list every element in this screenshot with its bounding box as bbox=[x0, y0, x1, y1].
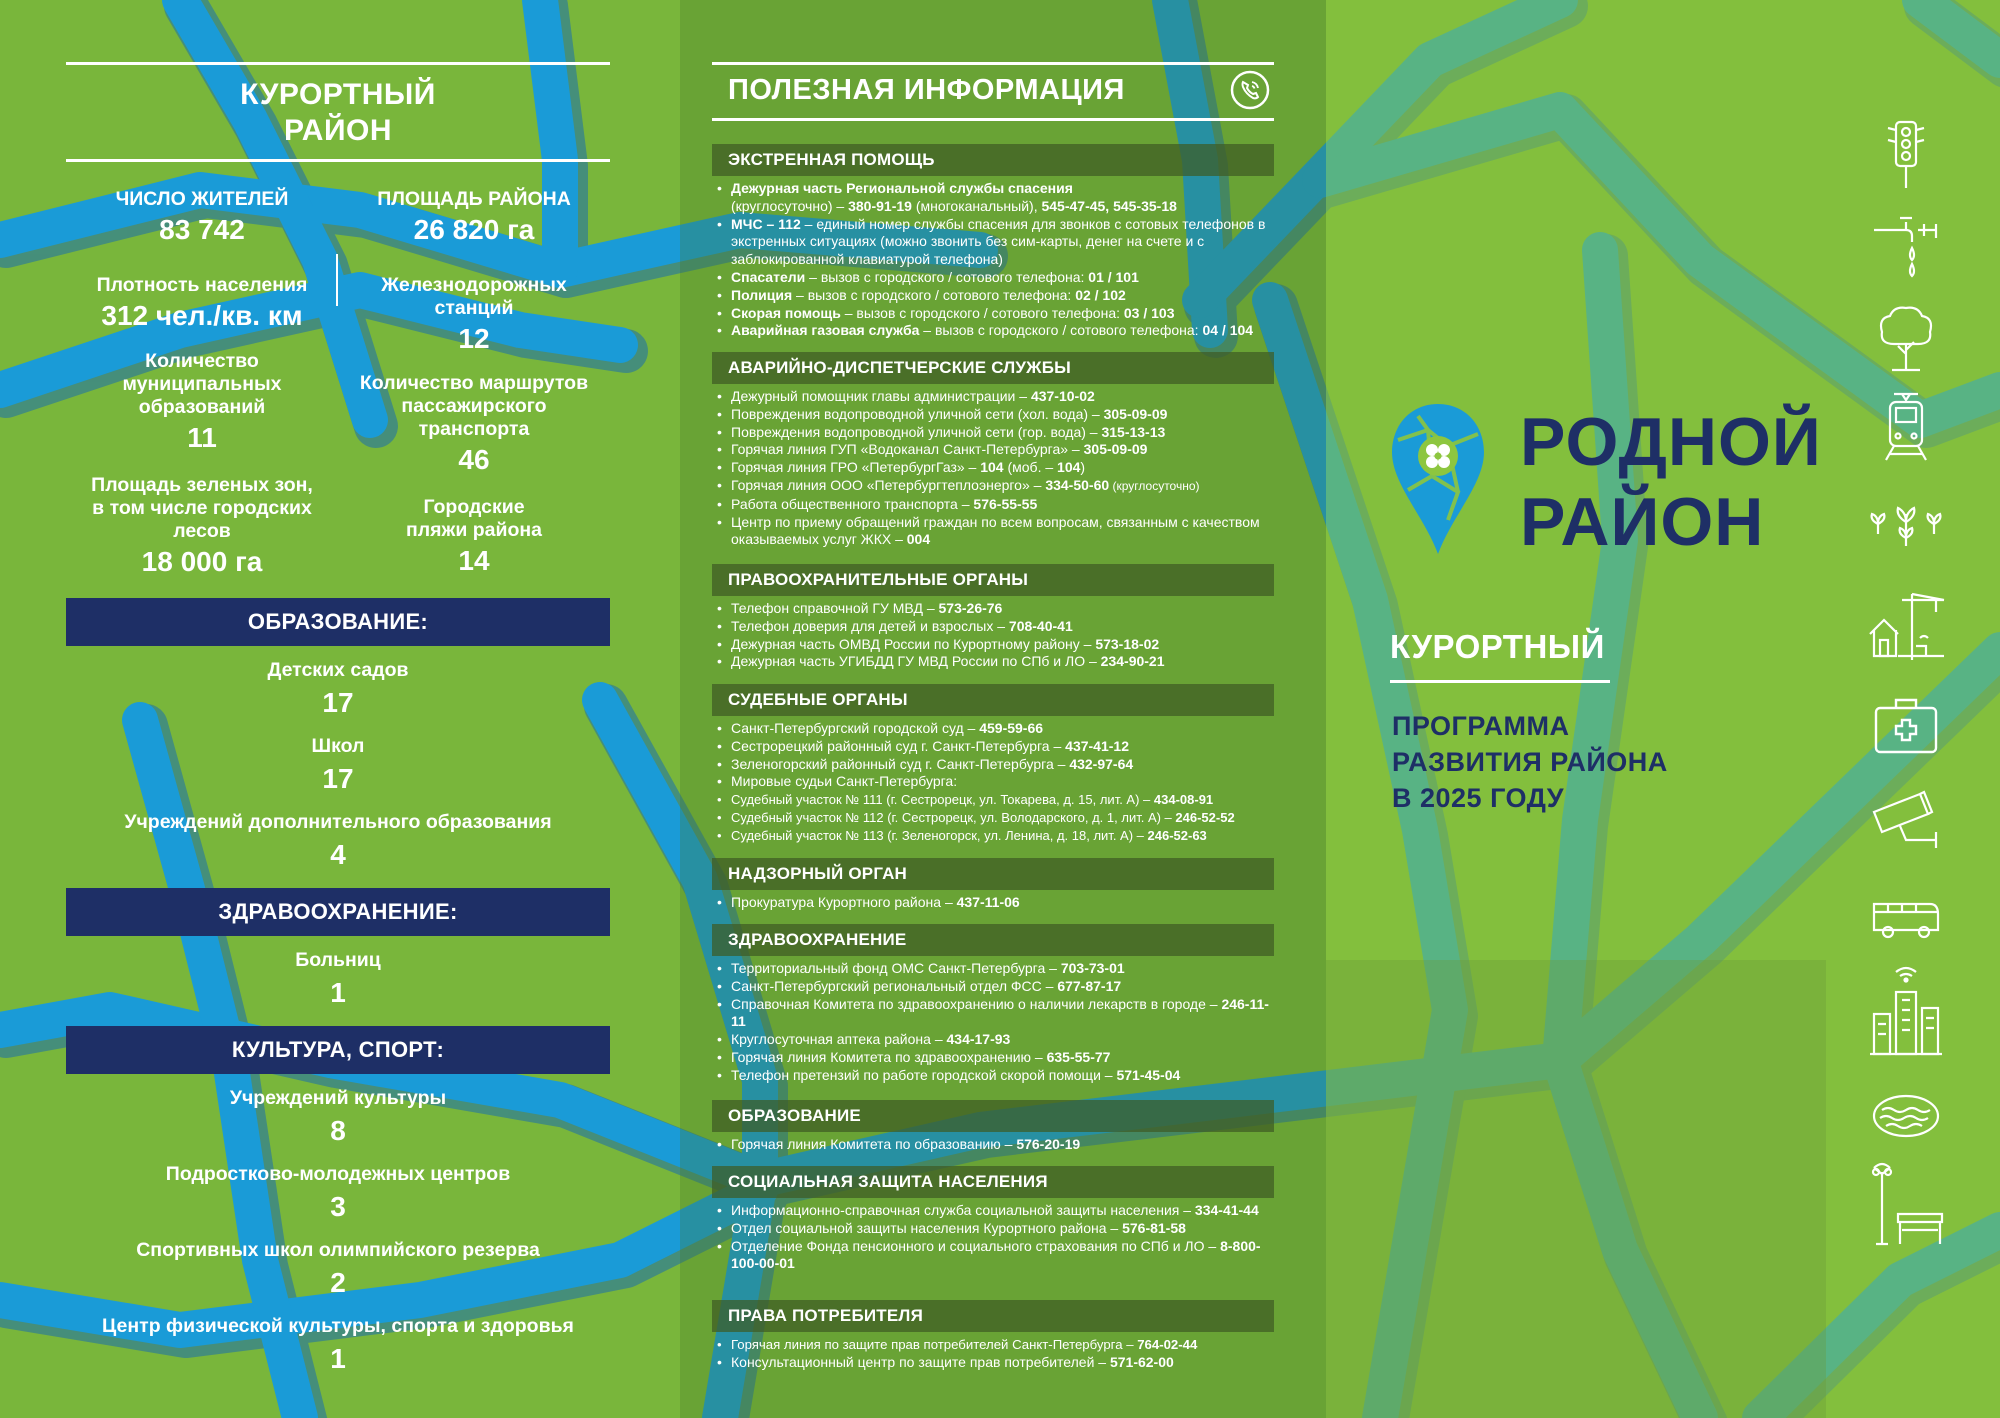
section-courts bbox=[712, 684, 1274, 845]
item-text: – вызов с городского / сотового телефона: bbox=[805, 268, 1089, 285]
section-title: ЗДРАВООХРАНЕНИЕ bbox=[712, 924, 1274, 956]
item-label: Спортивных школ олимпийского резерва bbox=[136, 1239, 540, 1261]
section-title: ОБРАЗОВАНИЕ bbox=[712, 1100, 1274, 1132]
district-stats-panel bbox=[66, 62, 610, 1374]
section-consumer bbox=[712, 1300, 1274, 1372]
contact-label: Территориальный фонд ОМС Санкт-Петербурга – bbox=[731, 960, 1061, 976]
stat-residents bbox=[66, 188, 338, 247]
contact-label: Дежурная часть ОМВД России по Курортному району – bbox=[731, 635, 1096, 652]
contact-number: 576-20-19 bbox=[1016, 1136, 1081, 1152]
stat-value: 46 bbox=[458, 444, 490, 475]
contact-label: Консультационный центр по защите прав потребителей – bbox=[731, 1353, 1110, 1370]
stat-label: Железнодорожных станций bbox=[381, 274, 567, 319]
district-title-line1: КУРОРТНЫЙ bbox=[240, 78, 436, 111]
contact-number: 708-40-41 bbox=[1008, 617, 1073, 634]
dispatch-list bbox=[712, 388, 1274, 549]
item-value: 1 bbox=[330, 977, 346, 1008]
list-item bbox=[731, 269, 1274, 287]
social-list bbox=[712, 1202, 1274, 1273]
contact-label: Справочная Комитета по здравоохранению о наличии лекарств в городе – bbox=[731, 995, 1222, 1012]
contact-number: 432-97-64 bbox=[1069, 755, 1134, 772]
law-list bbox=[712, 600, 1274, 671]
contact-label: Мировые судьи Санкт-Петербурга: bbox=[731, 773, 958, 790]
contact-label: Дежурный помощник главы администрации – bbox=[731, 388, 1031, 404]
brand-line1: РОДНОЙ bbox=[1520, 404, 1822, 480]
item-name: Скорая помощь bbox=[731, 304, 841, 321]
smart-city-icon bbox=[1866, 958, 1946, 1058]
sprouts-icon bbox=[1866, 480, 1946, 552]
item-number: 04 / 104 bbox=[1202, 322, 1254, 339]
contact-item bbox=[731, 894, 1274, 912]
item-number: 02 / 102 bbox=[1075, 286, 1126, 303]
contact-item bbox=[731, 809, 1274, 827]
contact-item bbox=[731, 653, 1274, 671]
item-label: Учреждений дополнительного образования bbox=[124, 811, 552, 833]
contact-number: 434-17-93 bbox=[946, 1031, 1011, 1048]
contact-item bbox=[731, 756, 1274, 774]
contact-item bbox=[731, 960, 1274, 978]
tree-icon bbox=[1866, 300, 1946, 372]
contact-item bbox=[731, 388, 1274, 406]
contact-label: Горячая линия по защите прав потребителей Санкт-Петербурга – bbox=[731, 1337, 1138, 1352]
contact-number: 703-73-01 bbox=[1060, 960, 1125, 976]
contact-number: 334-41-44 bbox=[1194, 1202, 1259, 1218]
contact-label: Прокуратура Курортного района – bbox=[731, 894, 957, 910]
contact-label: Телефон претензий по работе городской скорой помощи – bbox=[731, 1066, 1117, 1083]
stat-green-zones bbox=[66, 474, 338, 579]
section-supervisory bbox=[712, 858, 1274, 912]
section-title: АВАРИЙНО-ДИСПЕТЧЕРСКИЕ СЛУЖБЫ bbox=[712, 352, 1274, 384]
stat-value: 11 bbox=[187, 422, 217, 453]
contact-note: (моб. – bbox=[1003, 459, 1058, 476]
stat-value: 14 bbox=[458, 545, 490, 576]
contact-label: Горячая линия ГУП «Водоканал Санкт-Петербурга» – bbox=[731, 441, 1084, 458]
item-text: (круглосуточно) – bbox=[731, 197, 849, 214]
section-band-health: ЗДРАВООХРАНЕНИЕ: bbox=[66, 888, 610, 936]
list-item bbox=[731, 180, 1274, 216]
contact-item bbox=[731, 773, 1274, 791]
list-item bbox=[731, 305, 1274, 323]
contact-label: Работа общественного транспорта – bbox=[731, 495, 974, 512]
brand-title bbox=[1520, 402, 1822, 562]
item-name: Полиция bbox=[731, 286, 793, 303]
section-healthcare bbox=[712, 924, 1274, 1085]
district-name: КУРОРТНЫЙ bbox=[1390, 628, 1605, 665]
health-item-hospitals bbox=[66, 948, 610, 1010]
courts-list bbox=[712, 720, 1274, 845]
contact-number: 234-90-21 bbox=[1100, 653, 1165, 670]
contact-item bbox=[731, 1238, 1274, 1274]
culture-item-sport-schools bbox=[66, 1238, 610, 1300]
stat-label: Количество муниципальных образований bbox=[122, 350, 282, 418]
item-value: 3 bbox=[330, 1191, 346, 1222]
water-pond-icon bbox=[1866, 1080, 1946, 1152]
item-value: 4 bbox=[330, 839, 346, 870]
contact-item bbox=[731, 1031, 1274, 1049]
item-text: – вызов с городского / сотового телефона: bbox=[840, 304, 1124, 321]
item-value: 17 bbox=[322, 763, 354, 794]
contact-label: Горячая линия ООО «Петербургтеплоэнерго» – bbox=[731, 476, 1046, 493]
item-name: МЧС – 112 bbox=[731, 215, 801, 232]
contact-number: 334-50-60 bbox=[1045, 476, 1110, 493]
culture-item-institutions bbox=[66, 1086, 610, 1148]
train-icon bbox=[1866, 390, 1946, 462]
contact-number: 434-08-91 bbox=[1153, 792, 1214, 808]
stat-label: ПЛОЩАДЬ РАЙОНА bbox=[377, 188, 571, 210]
contact-number: 576-55-55 bbox=[973, 495, 1038, 512]
contact-item bbox=[731, 827, 1274, 845]
top-rule bbox=[712, 62, 1274, 65]
contact-item bbox=[731, 978, 1274, 996]
item-value: 2 bbox=[330, 1267, 346, 1298]
section-dispatch bbox=[712, 352, 1274, 549]
water-tap-icon bbox=[1866, 208, 1946, 280]
program-line3: В 2025 ГОДУ bbox=[1392, 783, 1565, 813]
contact-label: Сестрорецкий районный суд г. Санкт-Петербурга – bbox=[731, 737, 1066, 754]
section-title: ЭКСТРЕННАЯ ПОМОЩЬ bbox=[712, 144, 1274, 176]
contact-number: 246-52-52 bbox=[1175, 809, 1235, 825]
phone-icon bbox=[1230, 70, 1270, 110]
item-text: – единый номер службы спасения для звонков с сотовых телефонов в экстренных ситуациях (можно звонить без сим-карты, денег на счете и с заблокированной клавиатурой телефона) bbox=[731, 215, 1266, 268]
contact-label: Санкт-Петербургский региональный отдел ФСС – bbox=[731, 977, 1058, 994]
contact-label: Отдел социальной защиты населения Курортного района – bbox=[731, 1219, 1123, 1236]
top-rule bbox=[66, 62, 610, 65]
section-band-culture: КУЛЬТУРА, СПОРТ: bbox=[66, 1026, 610, 1074]
contact-label: Отделение Фонда пенсионного и социального страхования по СПб и ЛО – bbox=[731, 1237, 1221, 1254]
contact-label: Горячая линия Комитета по образованию – bbox=[731, 1136, 1017, 1152]
stat-label: Городские пляжи района bbox=[405, 496, 543, 541]
item-label: Детских садов bbox=[267, 659, 409, 681]
location-pin-logo-icon bbox=[1388, 400, 1488, 560]
brand-line2: РАЙОН bbox=[1520, 484, 1765, 560]
contact-number: 635-55-77 bbox=[1046, 1048, 1111, 1065]
contact-number: 246-11-11 bbox=[731, 995, 1269, 1030]
contact-item bbox=[731, 406, 1274, 424]
stat-density bbox=[66, 274, 338, 333]
contact-item bbox=[731, 496, 1274, 514]
program-title bbox=[1392, 708, 1668, 816]
item-label: Школ bbox=[311, 735, 365, 757]
stat-transport-routes bbox=[338, 372, 610, 477]
contact-item bbox=[731, 459, 1274, 477]
section-law-enforcement bbox=[712, 564, 1274, 671]
contact-item bbox=[731, 1202, 1274, 1220]
stat-value: 18 000 га bbox=[141, 546, 263, 577]
item-label: Центр физической культуры, спорта и здоровья bbox=[102, 1315, 574, 1337]
supervisory-list bbox=[712, 894, 1274, 912]
section-title: ПРАВА ПОТРЕБИТЕЛЯ bbox=[712, 1300, 1274, 1332]
contact-number: 246-52-63 bbox=[1147, 827, 1207, 843]
stat-value: 83 742 bbox=[159, 214, 245, 245]
contact-item bbox=[731, 1336, 1274, 1354]
education-item-schools bbox=[66, 734, 610, 796]
contact-number: 437-41-12 bbox=[1065, 737, 1129, 754]
stat-value: 12 bbox=[458, 323, 490, 354]
contact-number: 305-09-09 bbox=[1103, 405, 1168, 422]
contact-label: Санкт-Петербургский городской суд – bbox=[731, 720, 980, 736]
stat-label: Количество маршрутов пассажирского транспорта bbox=[359, 372, 589, 440]
title-rule bbox=[712, 118, 1274, 121]
contact-item bbox=[731, 514, 1274, 550]
section-title: ПРАВООХРАНИТЕЛЬНЫЕ ОРГАНЫ bbox=[712, 564, 1274, 596]
item-number: 03 / 103 bbox=[1123, 304, 1175, 321]
district-title-line2: РАЙОН bbox=[283, 114, 393, 147]
item-name: Дежурная часть Региональной службы спасения bbox=[731, 180, 1073, 196]
contact-item bbox=[731, 618, 1274, 636]
district-title bbox=[66, 77, 610, 149]
section-social bbox=[712, 1166, 1274, 1273]
list-item bbox=[731, 287, 1274, 305]
section-education-info bbox=[712, 1100, 1274, 1154]
item-number: 545-47-45, 545-35-18 bbox=[1041, 197, 1177, 214]
contact-label: Повреждения водопроводной уличной сети (гор. вода) – bbox=[731, 423, 1102, 440]
contact-item bbox=[731, 1067, 1274, 1085]
healthcare-list bbox=[712, 960, 1274, 1085]
contact-item bbox=[731, 441, 1274, 459]
bus-icon bbox=[1866, 880, 1946, 952]
contact-label: Круглосуточная аптека района – bbox=[731, 1031, 947, 1048]
contact-number: 573-26-76 bbox=[938, 600, 1003, 616]
item-name: Спасатели bbox=[731, 268, 806, 285]
consumer-list bbox=[712, 1336, 1274, 1372]
education-item-kindergartens bbox=[66, 658, 610, 720]
item-text: – вызов с городского / сотового телефона: bbox=[919, 322, 1203, 339]
stat-label: Площадь зеленых зон, в том числе городских лесов bbox=[91, 474, 313, 542]
contact-label: Повреждения водопроводной уличной сети (хол. вода) – bbox=[731, 405, 1104, 422]
contact-item bbox=[731, 1049, 1274, 1067]
contact-label: Горячая линия ГРО «ПетербургГаз» – bbox=[731, 459, 981, 476]
contact-item bbox=[731, 791, 1274, 809]
contact-label: Судебный участок № 112 (г. Сестрорецк, ул. Володарского, д. 1, лит. А) – bbox=[731, 809, 1176, 825]
item-text: (многоканальный), bbox=[911, 197, 1042, 214]
item-label: Подростково-молодежных центров bbox=[165, 1163, 511, 1185]
contact-item bbox=[731, 600, 1274, 618]
contact-number: 677-87-17 bbox=[1057, 977, 1122, 994]
contact-label: Телефон справочной ГУ МВД – bbox=[731, 600, 939, 616]
useful-info-title: ПОЛЕЗНАЯ ИНФОРМАЦИЯ bbox=[728, 74, 1125, 106]
contact-label: Судебный участок № 111 (г. Сестрорецк, ул. Токарева, д. 15, лит. А) – bbox=[731, 792, 1154, 808]
construction-icon bbox=[1866, 590, 1946, 662]
stat-label: ЧИСЛО ЖИТЕЛЕЙ bbox=[115, 188, 289, 210]
contact-label: Горячая линия Комитета по здравоохранению – bbox=[731, 1048, 1047, 1065]
item-value: 1 bbox=[330, 1343, 346, 1374]
security-camera-icon bbox=[1866, 784, 1946, 856]
contact-number: 576-81-58 bbox=[1122, 1219, 1186, 1236]
contact-item bbox=[731, 636, 1274, 654]
stat-value: 312 чел./кв. км bbox=[101, 300, 303, 331]
program-line1: ПРОГРАММА bbox=[1392, 711, 1570, 741]
contact-label: Информационно-справочная служба социальной защиты населения – bbox=[731, 1202, 1195, 1218]
contact-number: 573-18-02 bbox=[1095, 635, 1160, 652]
section-title: СУДЕБНЫЕ ОРГАНЫ bbox=[712, 684, 1274, 716]
item-text: – вызов с городского / сотового телефона: bbox=[792, 286, 1076, 303]
contact-label: Зеленогорский районный суд г. Санкт-Петербурга – bbox=[731, 755, 1070, 772]
education-list bbox=[712, 1136, 1274, 1154]
contact-item bbox=[731, 738, 1274, 756]
contact-number: 571-45-04 bbox=[1116, 1066, 1181, 1083]
section-emergency bbox=[712, 144, 1274, 340]
contact-item bbox=[731, 1220, 1274, 1238]
stat-railway-stations bbox=[338, 274, 610, 356]
stat-label: Плотность населения bbox=[96, 274, 308, 296]
contact-note: ) bbox=[1080, 459, 1086, 476]
contact-number: 459-59-66 bbox=[979, 720, 1044, 736]
list-item bbox=[731, 216, 1274, 269]
culture-item-youth-centers bbox=[66, 1162, 610, 1224]
contact-label: Судебный участок № 113 (г. Зеленогорск, ул. Ленина, д. 18, лит. А) – bbox=[731, 827, 1148, 843]
contact-number: 315-13-13 bbox=[1101, 423, 1166, 440]
traffic-light-icon bbox=[1866, 118, 1946, 190]
culture-item-sport-center bbox=[66, 1314, 610, 1376]
item-number: 380-91-19 bbox=[848, 197, 912, 214]
park-bench-icon bbox=[1866, 1158, 1946, 1248]
contact-item bbox=[731, 477, 1274, 496]
stat-municipalities bbox=[66, 350, 338, 455]
contact-number: 437-10-02 bbox=[1030, 388, 1095, 404]
section-band-education: ОБРАЗОВАНИЕ: bbox=[66, 598, 610, 646]
item-value: 17 bbox=[322, 687, 354, 718]
contact-number: 764-02-44 bbox=[1137, 1337, 1198, 1352]
item-label: Больниц bbox=[295, 949, 381, 971]
item-value: 8 bbox=[330, 1115, 346, 1146]
first-aid-kit-icon bbox=[1866, 692, 1946, 764]
contact-item bbox=[731, 720, 1274, 738]
contact-number: 305-09-09 bbox=[1083, 441, 1148, 458]
contact-number: 104 bbox=[1057, 459, 1081, 476]
contact-item bbox=[731, 996, 1274, 1032]
stat-value: 26 820 га bbox=[413, 214, 535, 245]
section-title: НАДЗОРНЫЙ ОРГАН bbox=[712, 858, 1274, 890]
stat-beaches bbox=[338, 496, 610, 578]
section-title: СОЦИАЛЬНАЯ ЗАЩИТА НАСЕЛЕНИЯ bbox=[712, 1166, 1274, 1198]
district-underline bbox=[1390, 680, 1610, 683]
item-label: Учреждений культуры bbox=[229, 1087, 447, 1109]
contact-item bbox=[731, 1354, 1274, 1372]
stat-area bbox=[338, 188, 610, 247]
contact-number: 004 bbox=[906, 531, 931, 548]
program-line2: РАЗВИТИЯ РАЙОНА bbox=[1392, 747, 1668, 777]
item-number: 01 / 101 bbox=[1088, 268, 1139, 285]
contact-number: 104 bbox=[980, 459, 1004, 476]
contact-number: 8-800-100-00-01 bbox=[731, 1237, 1261, 1272]
item-name: Аварийная газовая служба bbox=[731, 322, 920, 339]
contact-note: (круглосуточно) bbox=[1109, 478, 1200, 493]
title-rule bbox=[66, 159, 610, 162]
contact-number: 437-11-06 bbox=[956, 894, 1020, 910]
contact-number: 571-62-00 bbox=[1109, 1353, 1174, 1370]
contact-label: Телефон доверия для детей и взрослых – bbox=[731, 617, 1009, 634]
contact-label: Дежурная часть УГИБДД ГУ МВД России по СПб и ЛО – bbox=[731, 653, 1101, 670]
contact-item bbox=[731, 1136, 1274, 1154]
list-item bbox=[731, 322, 1274, 340]
contact-label: Центр по приему обращений граждан по всем вопросам, связанным с качеством оказываемых услуг ЖКХ – bbox=[731, 513, 1260, 548]
contact-item bbox=[731, 424, 1274, 442]
education-item-additional bbox=[66, 810, 610, 872]
